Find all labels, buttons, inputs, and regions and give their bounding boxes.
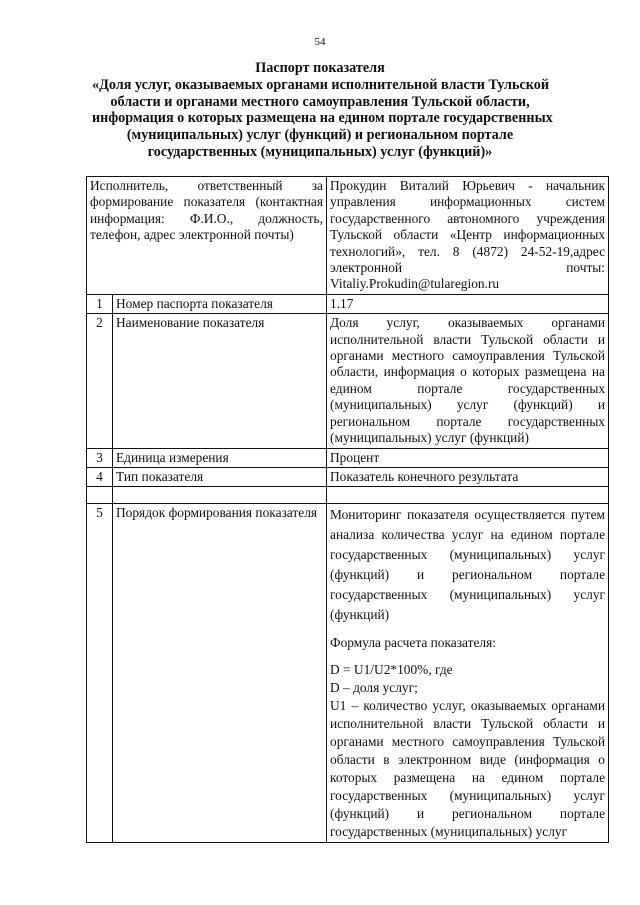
formula-definition: U1 – количество услуг, оказываемых органами исполнительной власти Тульской области и органами местного самоуправления Тульской области в электронном виде (информация о которых размещена на едином портале государственных (муниципальных) услуг (функций) и региональном портале государственных (муниципальных) услуг	[330, 698, 606, 840]
formula-block	[330, 661, 605, 841]
formula-definition: D – доля услуг;	[330, 680, 418, 696]
row-value	[327, 504, 609, 843]
title-line: Паспорт показателя	[255, 60, 385, 76]
row-number: 3	[87, 448, 113, 467]
row-number: 1	[87, 294, 113, 313]
executor-label: Исполнитель, ответственный за формирование показателя (контактная информация: Ф.И.О., должность, телефон, адрес электронной почты)	[87, 177, 327, 295]
title-line: информация о которых размещена на едином портале государственных	[92, 110, 553, 127]
page-number: 54	[314, 36, 326, 48]
table-row	[87, 314, 609, 448]
row-value: Показатель конечного результата	[327, 467, 609, 486]
row-label: Тип показателя	[113, 467, 327, 486]
passport-table	[86, 176, 609, 843]
document-title	[92, 60, 553, 161]
row-label: Порядок формирования показателя	[113, 504, 327, 843]
row-value: Процент	[327, 448, 609, 467]
table-row	[87, 448, 609, 467]
table-row	[87, 294, 609, 313]
title-line: области и органами местного самоуправления Тульской области,	[110, 93, 530, 110]
title-line: государственных (муниципальных) услуг (функций)»	[147, 143, 493, 160]
table-row	[87, 467, 609, 486]
row-number: 2	[87, 314, 113, 448]
row-number: 5	[87, 504, 113, 843]
row-number: 4	[87, 467, 113, 486]
table-row	[87, 504, 609, 843]
executor-value: Прокудин Виталий Юрьевич - начальник управления информационных систем государственного автономного учреждения Тульской области «Центр информационных технологий», тел. 8 (4872) 24-52-19,адрес электронной почты: Vitaliy.Prokudin@tularegion.ru	[327, 177, 609, 295]
row-label: Наименование показателя	[113, 314, 327, 448]
row-value: 1.17	[327, 294, 609, 313]
spacer-cell	[87, 487, 113, 504]
table-row-executor	[87, 177, 609, 295]
method-description: Мониторинг показателя осуществляется путем анализа количества услуг на едином портале государственных (муниципальных) услуг (функций) и региональном портале государственных (муниципальных) услуг (функций)	[330, 507, 606, 623]
spacer-cell	[113, 487, 327, 504]
title-line: (муниципальных) услуг (функций) и региональном портале	[126, 127, 514, 144]
row-label: Единица измерения	[113, 448, 327, 467]
spacer-cell	[327, 487, 609, 504]
row-value: Доля услуг, оказываемых органами исполнительной власти Тульской области и органами местного самоуправления Тульской области, информация о которых размещена на едином портале государственных (муниципальных) услуг (функций) и региональном портале государственных (муниципальных) услуг (функций)	[327, 314, 609, 448]
title-line: «Доля услуг, оказываемых органами исполнительной власти Тульской	[92, 76, 550, 93]
row-label: Номер паспорта показателя	[113, 294, 327, 313]
table-spacer-row	[87, 487, 609, 504]
formula-line: D = U1/U2*100%, где	[330, 662, 453, 678]
formula-heading: Формула расчета показателя:	[330, 635, 496, 651]
